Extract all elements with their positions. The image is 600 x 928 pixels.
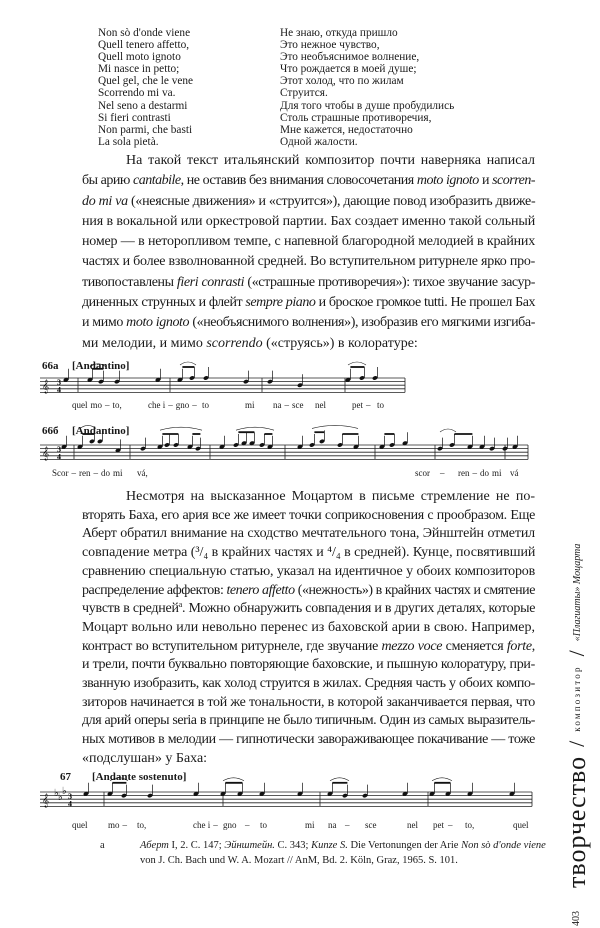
running-head-section: творчество [562, 755, 591, 888]
poem-line: Столь страшные противоречия, [280, 111, 432, 124]
text-line [82, 712, 535, 731]
text-run: Несмотря на высказанное Моцартом в письме стремление не по- [126, 489, 535, 504]
lyric-syllable: ren [458, 468, 470, 478]
italic-term: Kunze S. [311, 840, 348, 851]
text-run: Аберт обратил внимание на сходство мечтательного тона, Эйнштейн отметил [82, 526, 535, 542]
text-run: и [478, 173, 493, 189]
poem-line: Non sò d'onde viene [98, 27, 191, 39]
music-staff [0, 771, 600, 831]
text-run: вторять Баха, его ария все же имеет точки соприкосновения с прообразом. Еще [82, 507, 535, 523]
lyric-syllable: do [480, 468, 489, 478]
poem-italian [98, 27, 193, 148]
treble-clef-icon: 𝄞 [42, 446, 50, 460]
text-run: Die Vertonungen der Arie [347, 840, 462, 851]
footnote-reference: a [178, 600, 182, 610]
text-line [82, 544, 535, 563]
lyric-syllable: mi [113, 468, 123, 478]
text-run: («нежность») в крайних частях и смятение [294, 582, 535, 598]
lyric-syllable: to, [465, 820, 475, 830]
slur [80, 425, 96, 428]
lyric-syllable: – [472, 468, 477, 478]
lyric-syllable: – [93, 468, 98, 478]
text-line [82, 525, 535, 544]
running-head-separator: / [564, 740, 589, 747]
lyric-syllable: pet [433, 820, 444, 830]
poem-line: Quel gel, che le vene [98, 75, 194, 88]
lyric-syllable: na [328, 820, 337, 830]
lyric-syllable: na [273, 400, 282, 410]
lyric-syllable: scor [415, 468, 430, 478]
time-signature-top: 3 [57, 378, 61, 387]
lyric-syllable: – [345, 820, 350, 830]
footnote-line [140, 853, 546, 868]
text-run: . Можно обнаружить совпадения и в других деталях, которые [182, 601, 536, 617]
time-signature-top: 3 [68, 792, 72, 801]
lyric-syllable: che i [193, 820, 211, 830]
lyric-syllable: to [202, 400, 210, 410]
text-line [82, 273, 535, 293]
text-line [82, 638, 535, 657]
poem-line: Струится. [280, 87, 328, 100]
poem-line: Nel seno a destarmi [98, 99, 188, 112]
treble-clef-icon: 𝄞 [42, 793, 50, 807]
time-signature-top: 3 [57, 445, 61, 454]
lyric-syllable: to [377, 400, 385, 410]
lyric-syllable: – [440, 468, 445, 478]
slur [110, 778, 128, 781]
text-line [82, 488, 535, 507]
text-run: контраст во вступительном ритурнеле, где звучание [82, 638, 382, 654]
music-example-67 [0, 771, 600, 831]
italic-term: scorrendo [206, 335, 263, 351]
paragraph-1 [82, 151, 535, 354]
text-line [82, 675, 535, 694]
text-run: («струясь») в колоратуре: [262, 335, 418, 351]
text-line [82, 232, 535, 252]
slur [90, 364, 106, 367]
text-run: I, 2. С. 147; [168, 840, 225, 851]
text-line [82, 600, 535, 619]
text-run: сравнению специальную статью, указал на идентичное у обоих композиторов [82, 563, 535, 579]
text-line [82, 313, 535, 333]
slur [348, 362, 366, 365]
text-run: зиторов начинается в той же тональности, в которой заканчивается первая, что [82, 694, 535, 710]
lyric-syllable: quel [513, 820, 529, 830]
text-line [82, 694, 535, 713]
time-signature-bottom: 4 [57, 452, 61, 462]
poem-line: Это нежное чувство, [280, 39, 380, 52]
italic-term: Аберт [140, 840, 169, 851]
poem-line: Одной жалости. [280, 135, 358, 148]
lyric-syllable: mo [108, 820, 120, 830]
footnote-mark: a [100, 840, 105, 851]
text-run: чувств в средней [82, 601, 179, 617]
text-line [82, 151, 535, 171]
text-run: номер — в неторопливом темпе, с напевной благородной мелодией в крайних [82, 234, 535, 250]
lyric-syllable: to, [112, 400, 122, 410]
lyric-syllable: – [366, 400, 371, 410]
running-head-chapter: «Плагиаты» Моцарта [571, 543, 583, 642]
text-line [82, 619, 535, 638]
lyric-syllable: – [284, 400, 289, 410]
lyric-syllable: Scor [52, 468, 69, 478]
text-run: и броское громкое tutti. Не прошел Бах [315, 295, 536, 311]
time-signature-bottom: 4 [68, 799, 72, 809]
example-number: 66б [42, 425, 59, 437]
text-run: диненных струнных и флейт [82, 295, 246, 311]
slur [160, 427, 202, 430]
flat-sign-icon: ♭ [58, 792, 63, 803]
text-run: ных мотивов в мелодии — гипнотически завораживающее покачивание — тоже [82, 732, 535, 748]
text-run: тивопоставлены [82, 274, 177, 290]
lyric-syllable: – [71, 468, 76, 478]
lyric-syllable: che i [148, 400, 166, 410]
text-line [82, 334, 535, 354]
lyric-syllable: ren [79, 468, 91, 478]
text-run: и мимо [82, 315, 127, 331]
text-run: Моцарт вольно или невольно перенес из баховской арии в свою. Например, [82, 619, 535, 635]
lyric-syllable: – [213, 820, 218, 830]
text-line [82, 212, 535, 232]
lyric-syllable: – [448, 820, 453, 830]
time-signature-bottom: 4 [57, 385, 61, 395]
slur [432, 778, 452, 781]
poem-line: Что рождается в моей душе; [280, 63, 417, 76]
poem-line: Scorrendo mi va. [98, 87, 176, 100]
lyric-syllable: – [245, 820, 250, 830]
music-staff [0, 360, 600, 420]
text-run: , [531, 638, 535, 654]
text-run: («страшные противоречия»): тихое звучание засур- [244, 274, 535, 290]
italic-term: fieri conrasti [176, 274, 245, 290]
lyric-syllable: sce [292, 400, 304, 410]
treble-clef-icon: 𝄞 [42, 379, 50, 393]
italic-term: Эйнштейн. [224, 840, 275, 851]
slur [330, 778, 349, 781]
slur [312, 425, 358, 428]
running-head-separator: / [564, 650, 589, 657]
example-number: 67 [60, 771, 71, 783]
lyric-syllable: quel [72, 820, 88, 830]
text-line [82, 293, 535, 313]
poem-line: Mi nasce in petto; [98, 63, 180, 76]
lyric-syllable: mi [305, 820, 315, 830]
text-run: совпадение метра (³/₄ в крайних частях и ⁴/₄ в средней). Кунце, посвятивший [82, 545, 536, 561]
text-run: , не оставив без внимания словосочетания [180, 173, 417, 189]
lyric-syllable: mi [492, 468, 502, 478]
poem-line: Для того чтобы в душе пробудились [280, 99, 455, 112]
poem-line: Quell tenero affetto, [98, 39, 190, 52]
text-line [82, 563, 535, 582]
poem-line: Quell moto ignoto [98, 51, 181, 64]
lyric-syllable: nel [407, 820, 418, 830]
lyric-syllable: – [192, 400, 197, 410]
italic-term: moto ignoto [126, 315, 190, 331]
tempo-marking: [Andantino] [72, 360, 130, 372]
text-line [82, 192, 535, 212]
lyric-syllable: gno [223, 820, 237, 830]
italic-term: scorren- [492, 173, 535, 189]
tempo-marking: [Andantino] [72, 425, 130, 437]
example-number: 66а [42, 360, 59, 372]
lyric-syllable: mo [90, 400, 103, 410]
text-run: и трели, почти буквально повторяющие баховские, и пышную колоратуру, при- [82, 657, 535, 673]
lyric-syllable: to, [137, 820, 147, 830]
lyric-syllable: sce [365, 820, 377, 830]
lyric-syllable: vá [510, 468, 519, 478]
lyric-syllable: gno [175, 400, 190, 410]
text-run: бы арию [82, 173, 133, 189]
lyric-syllable: – [105, 400, 110, 410]
lyric-syllable: to [260, 820, 268, 830]
italic-term: moto ignoto [416, 173, 479, 189]
text-run: званную изобразить, как холод струится в жилах. Средняя часть у обоих компо- [82, 676, 535, 692]
running-head [562, 488, 592, 928]
tempo-marking: [Andante sostenuto] [92, 771, 187, 783]
poem-line: Этот холод, что по жилам [280, 75, 404, 88]
lyric-syllable: – [168, 400, 173, 410]
music-example-66b [0, 425, 600, 485]
poem-line: Non parmi, che basti [98, 123, 193, 136]
paragraph-2 [82, 488, 535, 769]
poem-line: Это необъяснимое волнение, [280, 51, 420, 64]
flat-sign-icon: ♭ [62, 786, 67, 797]
poem-line: La sola pietà. [98, 135, 159, 148]
slur [223, 778, 244, 781]
page-number: 403 [571, 911, 582, 926]
text-run: распределение аффектов: [82, 582, 227, 598]
text-run: («неясные движения» и «струится»), дающие повод изобразить движе- [127, 193, 536, 209]
poem-russian-translation [280, 27, 454, 148]
italic-term: do mi va [82, 193, 128, 209]
text-run: ния в вокальной или оркестровой партии. Бах создает именно такой сольный [82, 213, 536, 229]
slur [236, 427, 274, 430]
poem-line: Не знаю, откуда пришло [280, 27, 398, 39]
text-run: С. 343; [274, 840, 312, 851]
poem-line: Si fieri contrasti [98, 111, 171, 124]
lyric-syllable: mi [245, 400, 255, 410]
text-run: von J. Ch. Bach und W. A. Mozart // AnM, Bd. 2. Köln, Graz, 1965. S. 101. [140, 855, 458, 866]
italic-term: mezzo voce [381, 638, 443, 654]
italic-term: cantabile [132, 173, 181, 189]
text-line [82, 171, 535, 191]
flat-sign-icon: ♭ [54, 788, 59, 799]
text-run: («необъяснимого волнения»), изобразив его мягкими изгиба- [189, 315, 535, 331]
lyric-syllable: quel [72, 400, 88, 410]
lyric-syllable: pet [352, 400, 363, 410]
text-line [82, 252, 535, 272]
text-line [82, 656, 535, 675]
text-run: для арий оперы seria в принципе не было типичным. Один из самых выразитель- [82, 713, 535, 729]
text-line [82, 750, 535, 769]
lyric-syllable: vá, [137, 468, 148, 478]
text-run: На такой текст итальянский композитор почти наверняка написал [126, 153, 535, 168]
poem-line: Мне кажется, недостаточно [280, 123, 413, 136]
lyric-syllable: nel [315, 400, 326, 410]
italic-term: sempre piano [245, 295, 316, 311]
italic-term: tenero affetto [226, 582, 295, 598]
text-line [82, 582, 535, 601]
text-run: ми мелодии, и мимо [82, 335, 207, 351]
text-run: сменяется [442, 638, 507, 654]
running-head-subsection: композитор [572, 665, 582, 732]
music-example-66a [0, 360, 600, 420]
text-line [82, 731, 535, 750]
lyric-syllable: do [101, 468, 110, 478]
lyric-syllable: – [122, 820, 128, 830]
text-run: «подслушан» у Баха: [82, 750, 208, 766]
footnote-line [140, 838, 546, 853]
slur [180, 362, 196, 365]
italic-term: forte [506, 638, 532, 654]
text-line [82, 507, 535, 526]
text-run: частях и более взволнованной средней. Во вступительном ритурнеле ярко про- [82, 254, 535, 270]
italic-term: Non sò d'onde viene [461, 840, 546, 851]
slur [440, 429, 456, 432]
